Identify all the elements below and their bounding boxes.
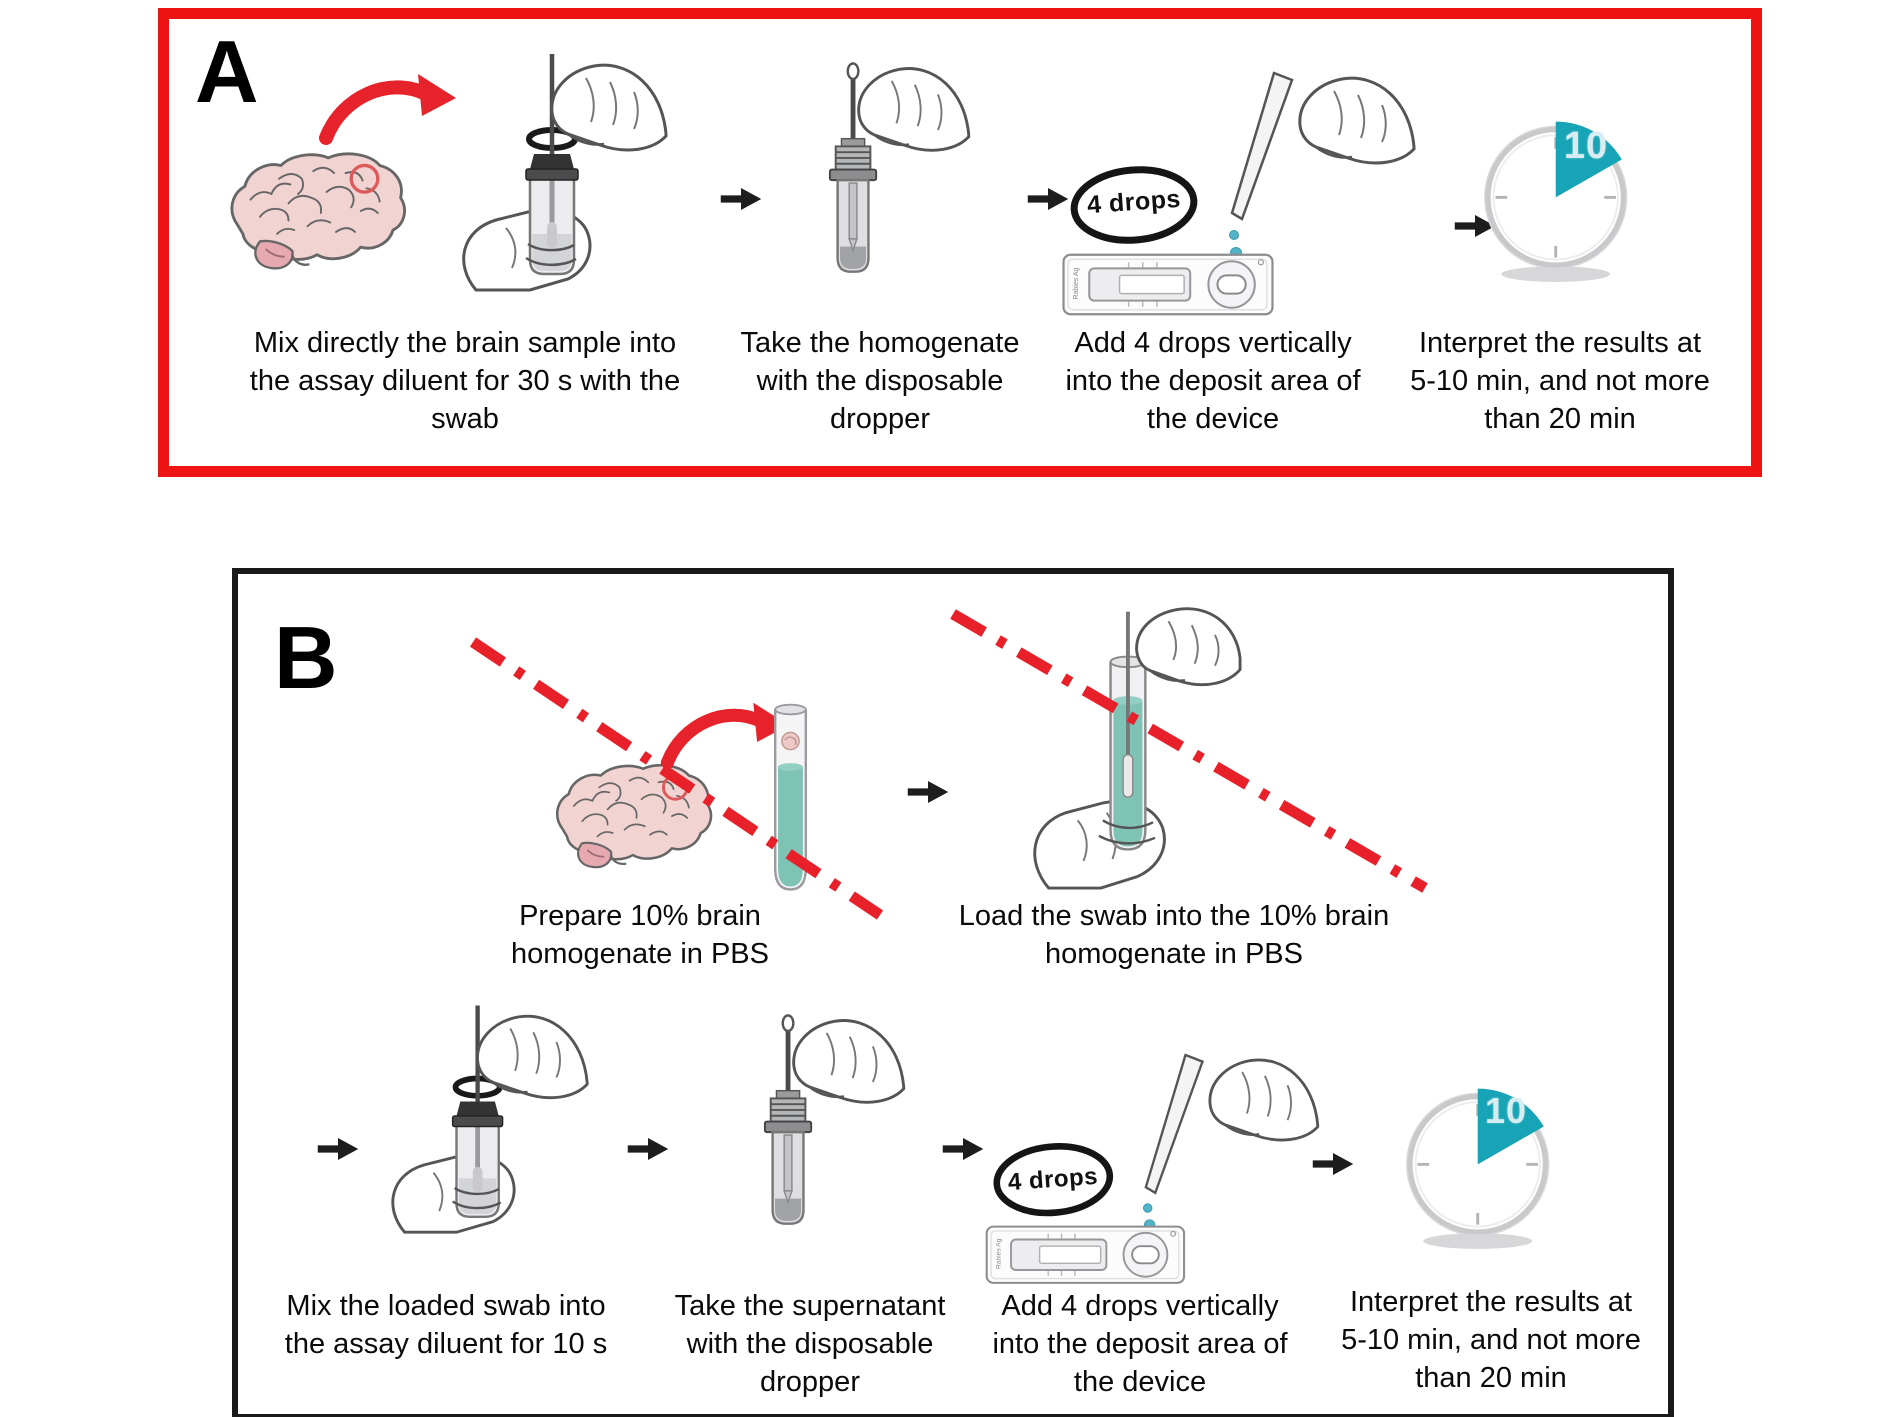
figure-container: Rabies Ag A Mix directly the brain sample into the assay diluent for 30 s with the swab Take the homogenate with the disposable dropper 4 drops Add 4 drops vertically into the deposit area of the device 10 Interpret the results at 5-10 min, and not more than 20 min B Prepare 10% brain homogenate in PBS Load the swab into the 10% brain homogenate in PBS Mix the loaded swab into the assay diluent for 10 s Take the supernatant with the disposable dropper 4 drops Add 4 drops vertically into the deposit area of the device 10 Interpret the results at 5-10 min, and not more than 20 min	[0, 0, 1890, 1417]
arrow-right-icon	[315, 1135, 361, 1163]
panel-a-label: A	[195, 22, 257, 121]
arrow-right-icon	[625, 1135, 671, 1163]
step-caption: Load the swab into the 10% brain homogenate in PBS	[958, 900, 1390, 970]
brain-illustration	[222, 150, 412, 274]
drops-badge: 4 drops	[1007, 1162, 1099, 1197]
arrow-right-icon	[718, 185, 764, 213]
take-dropper-illustration	[770, 50, 992, 291]
panel-b-label: B	[274, 608, 336, 707]
step-caption: Prepare 10% brain homogenate in PBS	[511, 900, 769, 970]
drops-device-illustration	[985, 1038, 1335, 1293]
step-caption: Interpret the results at 5-10 min, and not more than 20 min	[1341, 1286, 1641, 1394]
red-cross-out-line	[943, 606, 1438, 901]
step-caption: Mix the loaded swab into the assay diluent for 10 s	[284, 1290, 608, 1360]
timer-minutes: 10	[1563, 125, 1609, 167]
step-caption: Mix directly the brain sample into the assay diluent for 30 s with the swab	[249, 327, 681, 435]
panel-a	[158, 8, 1762, 477]
arrow-right-icon	[1310, 1150, 1356, 1178]
step-caption: Take the homogenate with the disposable dropper	[740, 327, 1020, 435]
take-dropper-illustration	[705, 1002, 927, 1243]
drops-badge: 4 drops	[1086, 184, 1182, 220]
red-cross-out-line	[463, 632, 893, 932]
step-caption: Add 4 drops vertically into the deposit area of the device	[1065, 327, 1361, 435]
step-caption: Add 4 drops vertically into the deposit area of the device	[992, 1290, 1288, 1398]
timer-minutes: 10	[1484, 1090, 1528, 1131]
step-caption: Take the supernatant with the disposable dropper	[674, 1290, 946, 1398]
panel-b	[232, 568, 1674, 1417]
arrow-right-icon	[940, 1135, 986, 1163]
step-caption: Interpret the results at 5-10 min, and not more than 20 min	[1410, 327, 1710, 435]
mix-swab-illustration	[370, 990, 591, 1240]
mix-swab-illustration	[440, 38, 670, 298]
